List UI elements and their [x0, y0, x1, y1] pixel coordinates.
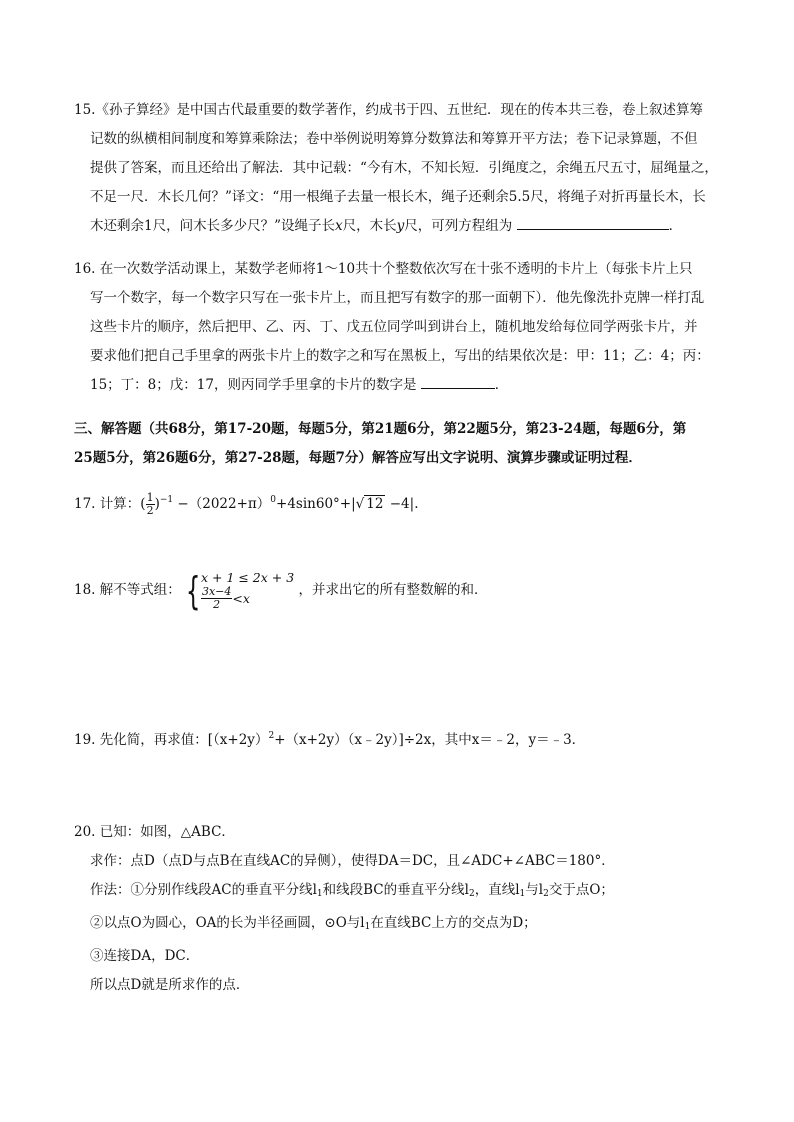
q20-line-4: ②以点O为圆心，OA的长为半径画圆，⊙O与$l_1$在直线BC上方的交点为D；: [90, 915, 537, 932]
q17-expression: 17. 计算：( $\frac{1}{2}$ )$^{-1} -(2022+\pi)^0+4\sin 60^\circ+|√$ 12 −4|.: [74, 491, 419, 517]
section-3-line-2: 25题5分，第26题6分，第27-28题，每题7分）解答应写出文字说明、演算步骤或证明过程．: [74, 450, 642, 466]
q16-line-4: 要求他们把自己手里拿的两张卡片上的数字之和写在黑板上，写出的结果依次是：甲：11；乙：4；丙：: [90, 348, 710, 364]
section-3-line-1: 三、解答题（共68分，第17-20题，每题5分，第21题6分，第22题5分，第23-24题，每题6分，第: [74, 421, 687, 437]
q20-line-5: ③连接DA，DC．: [90, 948, 200, 964]
question-16: [74, 255, 724, 400]
q20-line-6: 所以点D就是所求作的点．: [90, 977, 250, 993]
q15-line-3: 提供了答案，而且还给出了解法．其中记载：“今有木，不知长短．引绳度之，余绳五尺五寸，屈绳量之，: [90, 160, 718, 176]
q15-answer-blank[interactable]: [517, 215, 669, 230]
q16-line-5: 15；丁：8；戊：17，则丙同学手里拿的卡片的数字是 ．: [74, 371, 724, 400]
q18-inequality-system: { x + 1 ≤ 2x + 3 $\frac{3x-4}{2}$ <x: [185, 568, 295, 613]
question-19: [74, 722, 724, 755]
q16-line-2: 写一个数字，每一个数字只写在一张卡片上，而且把写有数字的那一面朝下）．他先像洗扑克牌一样打乱: [90, 290, 705, 306]
question-15: [74, 96, 724, 241]
q16-line-3: 这些卡片的顺序，然后把甲、乙、丙、丁、戊五位同学叫到讲台上，随机地发给每位同学两张卡片，并: [90, 319, 698, 335]
question-20: [74, 818, 724, 1000]
question-18: [74, 570, 724, 611]
q15-line-1: 15.《孙子算经》是中国古代最重要的数学著作，约成书于四、五世纪．现在的传本共三卷，卷上叙述算筹: [74, 102, 703, 118]
q18-expression: 18. 解不等式组： { x + 1 ≤ 2x + 3 $\frac{3x-4}{2}$ <x ，并求出它的所有整数解的和．: [74, 568, 488, 613]
q20-line-3: 作法：①分别作线段AC的垂直平分线$l_1$和线段BC的垂直平分线$l_2$，直线$l_1$与$l_2$交于点O；: [90, 882, 614, 899]
q16-answer-blank[interactable]: [421, 374, 495, 389]
q17-fraction: $\frac{1}{2}$: [146, 491, 154, 517]
q15-line-2: 记数的纵横相间制度和筹算乘除法；卷中举例说明筹算分数算法和筹算开平方法；卷下记录算题，不但: [90, 131, 698, 147]
q15-line-5: 木还剩余1尺，问木长多少尺？”设绳子长x尺，木长y尺，可列方程组为 ．: [74, 212, 724, 241]
q20-line-2: 求作：点D（点D与点B在直线AC的异侧），使得DA＝DC，且∠ADC+∠ABC＝180°．: [90, 853, 615, 869]
section-3-heading: [74, 415, 724, 473]
question-17: [74, 486, 724, 519]
q19-expression: 19. 先化简，再求值：$[(x+2y)^2+(x+2y)(x﹣2y)]\div 2x$，其中x＝﹣2，y＝﹣3．: [74, 731, 586, 748]
q16-line-1: 16. 在一次数学活动课上，某数学老师将1～10共十个整数依次写在十张不透明的卡片上（每张卡片上只: [74, 261, 693, 277]
q20-line-1: 20. 已知：如图，△ABC．: [74, 824, 235, 840]
q15-line-4: 不足一尺．木长几何？”译文：“用一根绳子去量一根长木，绳子还剩余5.5尺，将绳子对折再量长木，长: [90, 189, 706, 205]
